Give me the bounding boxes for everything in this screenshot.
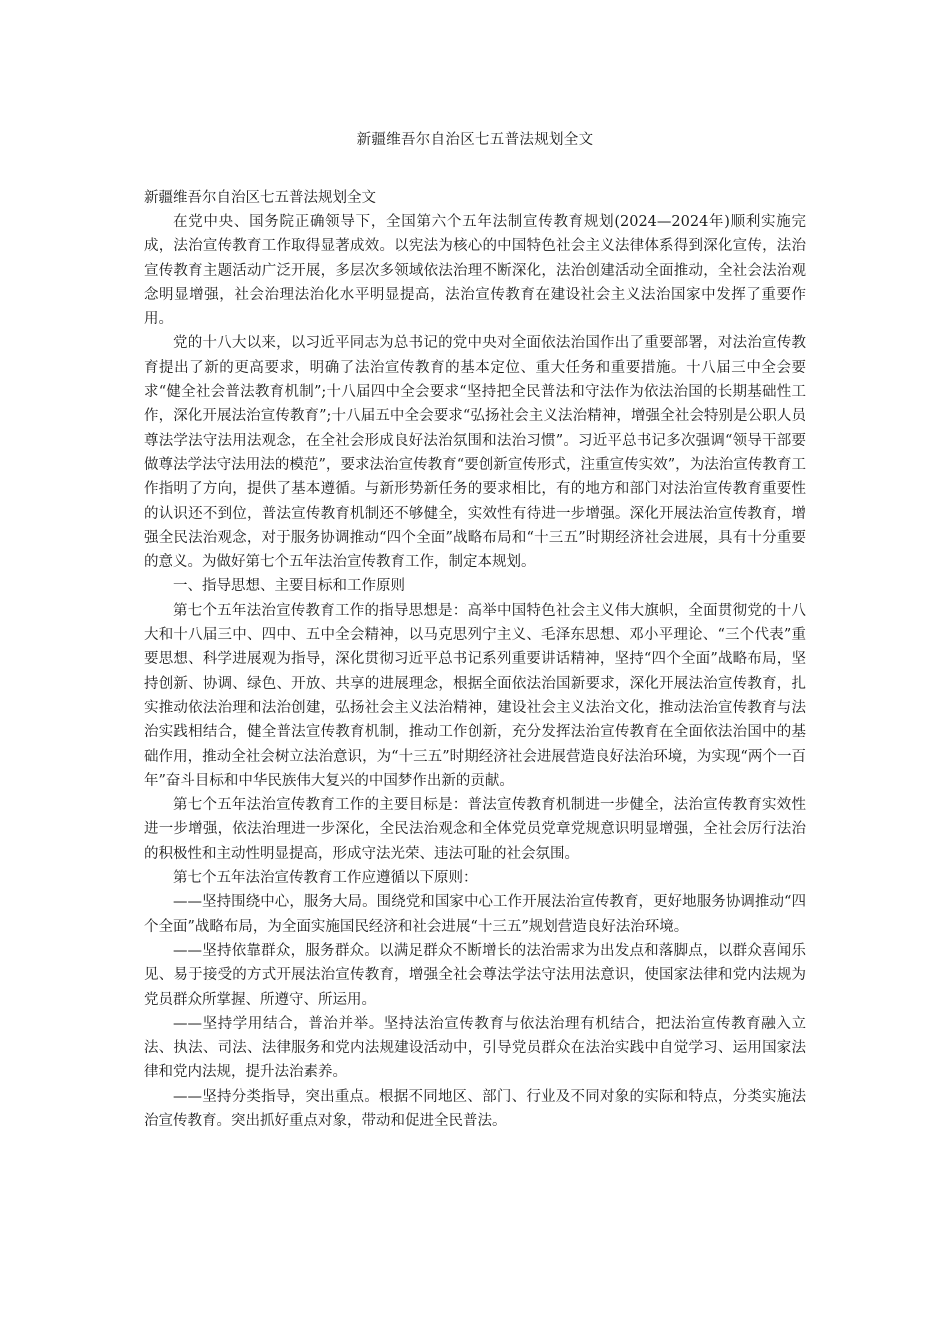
paragraph: ——坚持依靠群众，服务群众。以满足群众不断增长的法治需求为出发点和落脚点，以群众喜闻乐见、易于接受的方式开展法治宣传教育，增强全社会尊法学法守法用法意识，使国家法律和党内法规为党员群众所掌握、所遵守、所运用。	[144, 942, 806, 1008]
paragraph: ——坚持学用结合，普治并举。坚持法治宣传教育与依法治理有机结合，把法治宣传教育融入立法、执法、司法、法律服务和党内法规建设活动中，引导党员群众在法治实践中自觉学习、运用国家法律和党内法规，提升法治素养。	[144, 1015, 806, 1081]
paragraph: 党的十八大以来，以习近平同志为总书记的党中央对全面依法治国作出了重要部署，对法治宣传教育提出了新的更高要求，明确了法治宣传教育的基本定位、重大任务和重要措施。十八届三中全会要求“健全社会普法教育机制”;十八届四中全会要求“坚持把全民普法和守法作为依法治国的长期基础性工作，深化开展法治宣传教育”;十八届五中全会要求“弘扬社会主义法治精神，增强全社会特别是公职人员尊法学法守法用法观念，在全社会形成良好法治氛围和法治习惯”。习近平总书记多次强调“领导干部要做尊法学法守法用法的模范”，要求法治宣传教育“要创新宣传形式，注重宣传实效”，为法治宣传教育工作指明了方向，提供了基本遵循。与新形势新任务的要求相比，有的地方和部门对法治宣传教育重要性的认识还不到位，普法宣传教育机制还不够健全，实效性有待进一步增强。深化开展法治宣传教育，增强全民法治观念，对于服务协调推动“四个全面”战略布局和“十三五”时期经济社会进展，具有十分重要的意义。为做好第七个五年法治宣传教育工作，制定本规划。	[144, 335, 806, 571]
document-page	[144, 0, 806, 1133]
document-subtitle: 新疆维吾尔自治区七五普法规划全文	[144, 190, 376, 206]
paragraph: 在党中央、国务院正确领导下，全国第六个五年法制宣传教育规划(2024—2024年)顺利实施完成，法治宣传教育工作取得显著成效。以宪法为核心的中国特色社会主义法律体系得到深化宣传，法治宣传教育主题活动广泛开展，多层次多领域依法治理不断深化，法治创建活动全面推动，全社会法治观念明显增强，社会治理法治化水平明显提高，法治宣传教育在建设社会主义法治国家中发挥了重要作用。	[144, 214, 806, 328]
section-heading: 一、指导思想、主要目标和工作原则	[173, 578, 405, 595]
paragraph: 第七个五年法治宣传教育工作的主要目标是：普法宣传教育机制进一步健全，法治宣传教育实效性进一步增强，依法治理进一步深化，全民法治观念和全体党员党章党规意识明显增强，全社会厉行法治的积极性和主动性明显提高，形成守法光荣、违法可耻的社会氛围。	[144, 797, 806, 862]
paragraph: ——坚持围绕中心，服务大局。围绕党和国家中心工作开展法治宣传教育，更好地服务协调推动“四个全面”战略布局，为全面实施国民经济和社会进展“十三五”规划营造良好法治环境。	[144, 894, 806, 935]
paragraph: 第七个五年法治宣传教育工作的指导思想是：高举中国特色社会主义伟大旗帜，全面贯彻党的十八大和十八届三中、四中、五中全会精神，以马克思列宁主义、毛泽东思想、邓小平理论、“三个代表”重要思想、科学进展观为指导，深化贯彻习近平总书记系列重要讲话精神，坚持“四个全面”战略布局，坚持创新、协调、绿色、开放、共享的进展理念，根据全面依法治国新要求，深化开展法治宣传教育，扎实推动依法治理和法治创建，弘扬社会主义法治精神，建设社会主义法治文化，推动法治宣传教育与法治实践相结合，健全普法宣传教育机制，推动工作创新，充分发挥法治宣传教育在全面依法治国中的基础作用，推动全社会树立法治意识，为“十三五”时期经济社会进展营造良好法治环境，为实现“两个一百年”奋斗目标和中华民族伟大复兴的中国梦作出新的贡献。	[144, 602, 806, 789]
document-body	[144, 210, 806, 1133]
paragraph: 第七个五年法治宣传教育工作应遵循以下原则：	[173, 870, 478, 887]
paragraph: ——坚持分类指导，突出重点。根据不同地区、部门、行业及不同对象的实际和特点，分类实施法治宣传教育。突出抓好重点对象，带动和促进全民普法。	[144, 1088, 806, 1129]
document-title: 新疆维吾尔自治区七五普法规划全文	[356, 132, 594, 148]
